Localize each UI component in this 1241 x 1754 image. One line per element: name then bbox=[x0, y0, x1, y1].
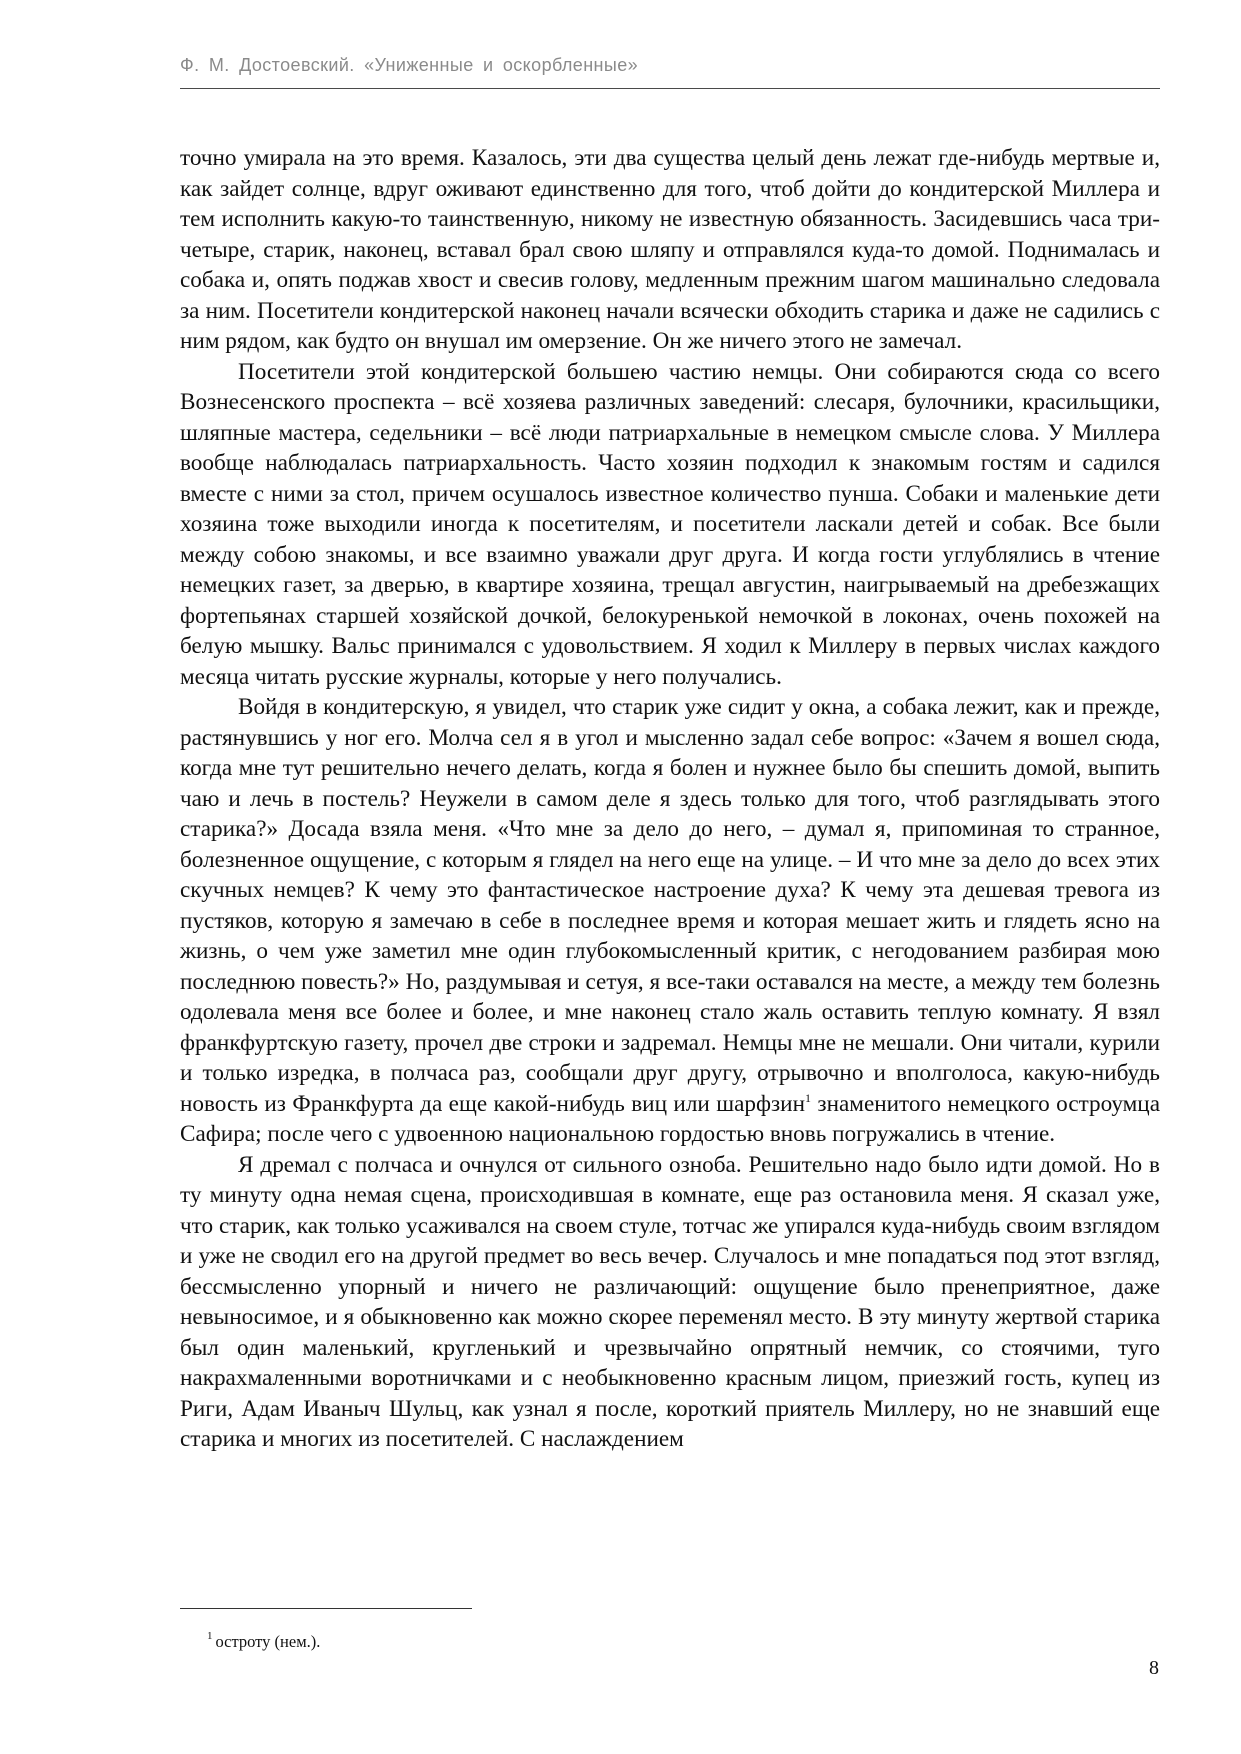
footnote-reference[interactable]: 1 bbox=[804, 1090, 811, 1105]
paragraph-1: точно умирала на это время. Казалось, эти два существа целый день лежат где-нибудь мертвые и, как зайдет солнце, вдруг оживают единственно для того, чтоб дойти до кондитерской Миллера и тем исполнить какую-то таинственную, никому не известную обязанность. Засидевшись часа три-четыре, старик, наконец, вставал брал свою шляпу и отправлялся куда-то домой. Поднималась и собака и, опять поджав хвост и свесив голову, медленным прежним шагом машинально следовала за ним. Посетители кондитерской наконец начали всячески обходить старика и даже не садились с ним рядом, как будто он внушал им омерзение. Он же ничего этого не замечал. bbox=[180, 145, 1160, 354]
page-number: 8 bbox=[1149, 1657, 1159, 1679]
header-rule bbox=[180, 88, 1160, 89]
paragraph-3-text-continued: знаменитого немецкого остроумца Сафира; после чего с удвоенною национальною гордостью вновь погружались в чтение. bbox=[180, 1090, 1160, 1147]
body-text bbox=[180, 143, 1160, 1455]
footnote-number: 1 bbox=[207, 1630, 213, 1642]
paragraph-2: Посетители этой кондитерской большею частию немцы. Они собираются сюда со всего Вознесенского проспекта – всё хозяева различных заведений: слесаря, булочники, красильщики, шляпные мастера, седельники – всё люди патриархальные в немецком смысле слова. У Миллера вообще наблюдалась патриархальность. Часто хозяин подходил к знакомым гостям и садился вместе с ними за стол, причем осушалось известное количество пунша. Собаки и маленькие дети хозяина тоже выходили иногда к посетителям, и посетители ласкали детей и собак. Все были между собою знакомы, и все взаимно уважали друг друга. И когда гости углублялись в чтение немецких газет, за дверью, в квартире хозяина, трещал августин, наигрываемый на дребезжащих фортепьянах старшей хозяйской дочкой, белокуренькой немочкой в локонах, очень похожей на белую мышку. Вальс принимался с удовольствием. Я ходил к Миллеру в первых числах каждого месяца читать русские журналы, которые у него получались. bbox=[180, 358, 1160, 690]
paragraph-4: Я дремал с полчаса и очнулся от сильного озноба. Решительно надо было идти домой. Но в ту минуту одна немая сцена, происходившая в комнате, еще раз остановила меня. Я сказал уже, что старик, как только усаживался на своем стуле, тотчас же упирался куда-нибудь своим взглядом и уже не сводил его на другой предмет во весь вечер. Случалось и мне попадаться под этот взгляд, бессмысленно упорный и ничего не различающий: ощущение было пренеприятное, даже невыносимое, и я обыкновенно как можно скорее переменял место. В эту минуту жертвой старика был один маленький, кругленький и чрезвычайно опрятный немчик, со стоячими, туго накрахмаленными воротничками и с необыкновенно красным лицом, приезжий гость, купец из Риги, Адам Иваныч Шульц, как узнал я после, короткий приятель Миллеру, но не знавший еще старика и многих из посетителей. С наслаждением bbox=[180, 1151, 1160, 1452]
paragraph-3 bbox=[180, 692, 1160, 1150]
paragraph-3-text: Войдя в кондитерскую, я увидел, что старик уже сидит у окна, а собака лежит, как и прежде, растянувшись у ног его. Молча сел я в угол и мысленно задал себе вопрос: «Зачем я вошел сюда, когда мне тут решительно нечего делать, когда я болен и нужнее было бы спешить домой, выпить чаю и лечь в постель? Неужели в самом деле я здесь только для того, чтоб разглядывать этого старика?» Досада взяла меня. «Что мне за дело до него, – думал я, припоминая то странное, болезненное ощущение, с которым я глядел на него еще на улице. – И что мне за дело до всех этих скучных немцев? К чему это фантастическое настроение духа? К чему эта дешевая тревога из пустяков, которую я замечаю в себе в последнее время и которая мешает жить и глядеть ясно на жизнь, о чем уже заметил мне один глубокомысленный критик, с негодованием разбирая мою последнюю повесть?» Но, раздумывая и сетуя, я все-таки оставался на месте, а между тем болезнь одолевала меня все более и более, и мне наконец стало жаль оставить теплую комнату. Я взял франкфуртскую газету, прочел две строки и задремал. Немцы мне не мешали. Они читали, курили и только изредка, в полчаса раз, сообщали друг другу, отрывочно и вполголоса, какую-нибудь новость из Франкфурта да еще какой-нибудь виц или шарфзин bbox=[180, 694, 1160, 1117]
footnote-rule bbox=[180, 1608, 472, 1609]
footnote bbox=[207, 1632, 320, 1652]
footnote-text: остроту (нем.). bbox=[215, 1632, 321, 1651]
running-header: Ф. М. Достоевский. «Униженные и оскорбленные» bbox=[180, 55, 639, 75]
